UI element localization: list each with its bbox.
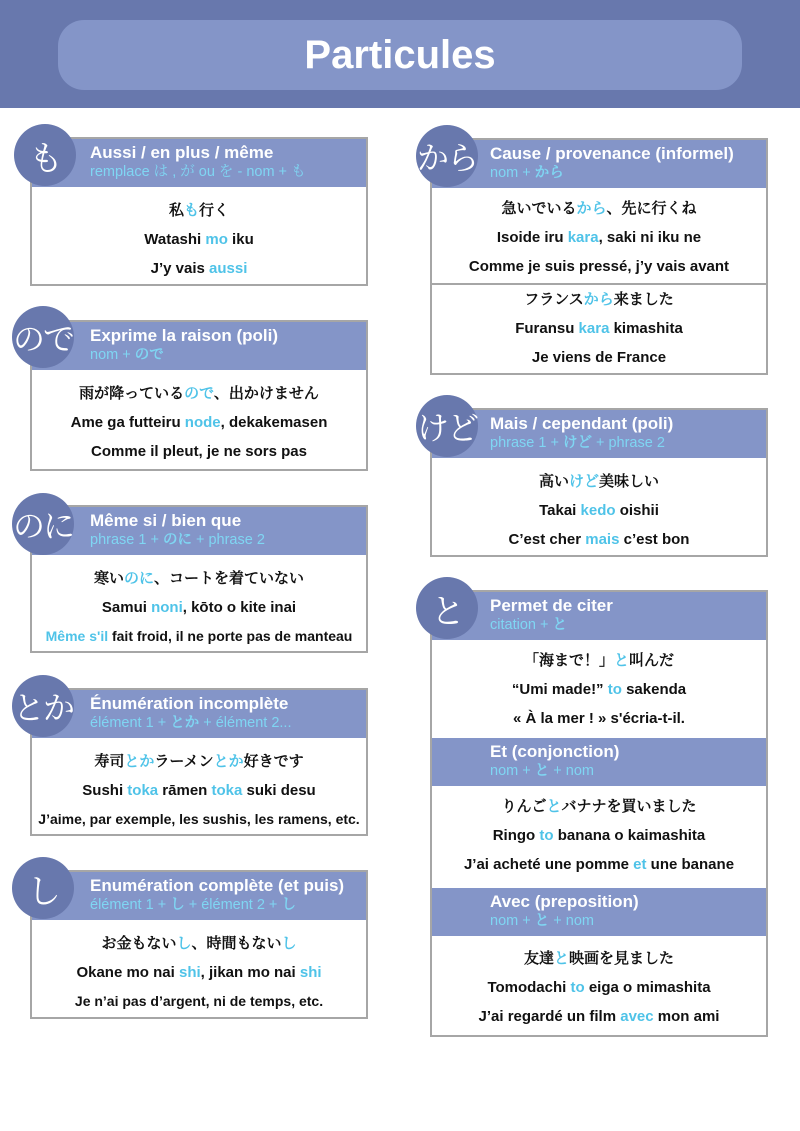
example-japanese: 雨が降っているので、出かけません	[79, 384, 319, 402]
card-example	[432, 458, 766, 560]
card-mo	[30, 137, 368, 286]
example-romaji: Isoide iru kara, saki ni iku ne	[496, 229, 702, 246]
example-french: « À la mer ! » s'écria-t-il.	[513, 710, 685, 727]
example-japanese: 友達と映画を見ました	[523, 949, 675, 967]
card-kara	[430, 138, 768, 375]
card-title: Mais / cependant (poli)	[490, 414, 674, 433]
example-romaji: Furansu kara kimashita	[515, 320, 683, 337]
example-romaji: Sushi toka rāmen toka suki desu	[82, 782, 316, 799]
card-formula: phrase 1 + けど + phrase 2	[490, 435, 665, 451]
card-formula: élément 1 + とか + élément 2...	[90, 715, 292, 731]
example-french: Même s'il fait froid, il ne porte pas de manteau	[45, 628, 353, 644]
example-french: Je viens de France	[531, 349, 667, 366]
example-french: J’aime, par exemple, les sushis, les ramens, etc.	[38, 811, 360, 827]
card-header	[32, 139, 366, 187]
card-header	[32, 690, 366, 738]
example-romaji: Samui noni, kōto o kite inai	[101, 599, 297, 616]
example-romaji: Ame ga futteiru node, dekakemasen	[70, 414, 328, 431]
card-title: Et (conjonction)	[490, 742, 620, 761]
example-romaji: Watashi mo iku	[144, 231, 254, 248]
example-romaji: Okane mo nai shi, jikan mo nai shi	[76, 964, 322, 981]
example-romaji: “Umi made!” to sakenda	[511, 681, 687, 698]
card-title: Exprime la raison (poli)	[90, 326, 278, 345]
particle-badge-toka: とか	[12, 675, 74, 737]
particle-badge-node: ので	[12, 306, 74, 368]
card-header	[432, 140, 766, 188]
example-romaji: Takai kedo oishii	[539, 502, 659, 519]
particle-badge-kedo: けど	[416, 395, 478, 457]
example-french: Je n’ai pas d’argent, ni de temps, etc.	[74, 993, 324, 1009]
example-romaji: Ringo to banana o kaimashita	[492, 827, 706, 844]
particle-badge-shi: し	[12, 857, 74, 919]
card-example	[432, 786, 766, 888]
card-formula: nom + と + nom	[490, 913, 594, 929]
card-example	[32, 738, 366, 840]
example-japanese: 「海まで！」と叫んだ	[523, 651, 675, 669]
example-japanese: 寿司とかラーメンとか好きです	[94, 752, 304, 770]
card-example	[432, 188, 766, 283]
card-shi	[30, 870, 368, 1019]
example-japanese: 急いでいるから、先に行くね	[501, 199, 697, 217]
page-title: Particules	[304, 32, 496, 77]
example-japanese: 私も行く	[168, 201, 230, 219]
card-example	[32, 187, 366, 289]
particle-badge-mo: も	[14, 124, 76, 186]
particle-badge-noni: のに	[12, 493, 74, 555]
card-subheader	[432, 738, 766, 786]
card-subheader	[432, 888, 766, 936]
particle-badge-kara: から	[416, 125, 478, 187]
card-title: Permet de citer	[490, 596, 613, 615]
example-japanese: りんごとバナナを買いました	[501, 797, 697, 815]
card-header	[432, 592, 766, 640]
card-formula: nom + ので	[90, 347, 164, 363]
card-formula: nom + と + nom	[490, 763, 594, 779]
particle-badge-to: と	[416, 577, 478, 639]
card-example	[32, 920, 366, 1022]
example-french: J’ai acheté une pomme et une banane	[463, 856, 735, 873]
card-example	[32, 370, 366, 472]
card-noni	[30, 505, 368, 653]
card-to	[430, 590, 768, 1037]
example-french: J’ai regardé un film avec mon ami	[478, 1008, 720, 1025]
card-header	[32, 322, 366, 370]
card-formula: élément 1 + し + élément 2 + し	[90, 897, 296, 913]
card-node	[30, 320, 368, 471]
card-formula: remplace は , が ou を - nom + も	[90, 164, 306, 180]
card-header	[432, 410, 766, 458]
card-formula: phrase 1 + のに + phrase 2	[90, 532, 265, 548]
card-example	[432, 285, 766, 376]
card-title: Enumération complète (et puis)	[90, 876, 345, 895]
example-french: J’y vais aussi	[150, 260, 248, 277]
example-french: C’est cher mais c’est bon	[508, 531, 690, 548]
card-header	[32, 872, 366, 920]
card-formula: citation + と	[490, 617, 567, 633]
card-title: Cause / provenance (informel)	[490, 144, 734, 163]
card-example	[432, 936, 766, 1035]
example-romaji: Tomodachi to eiga o mimashita	[487, 979, 711, 996]
card-header	[32, 507, 366, 555]
example-french: Comme je suis pressé, j’y vais avant	[468, 258, 730, 275]
card-title: Avec (preposition)	[490, 892, 639, 911]
example-japanese: お金もないし、時間もないし	[101, 934, 297, 952]
card-title: Aussi / en plus / même	[90, 143, 274, 162]
example-japanese: 寒いのに、コートを着ていない	[93, 569, 305, 587]
example-japanese: フランスから来ました	[524, 290, 674, 308]
card-formula: nom + から	[490, 165, 564, 181]
example-french: Comme il pleut, je ne sors pas	[91, 443, 307, 460]
card-kedo	[430, 408, 768, 557]
card-title: Énumération incomplète	[90, 694, 289, 713]
example-japanese: 高いけど美味しい	[538, 472, 660, 490]
title-pill	[58, 20, 742, 90]
card-example	[432, 640, 766, 738]
card-title: Même si / bien que	[90, 511, 242, 530]
card-toka	[30, 688, 368, 836]
card-example	[32, 555, 366, 657]
